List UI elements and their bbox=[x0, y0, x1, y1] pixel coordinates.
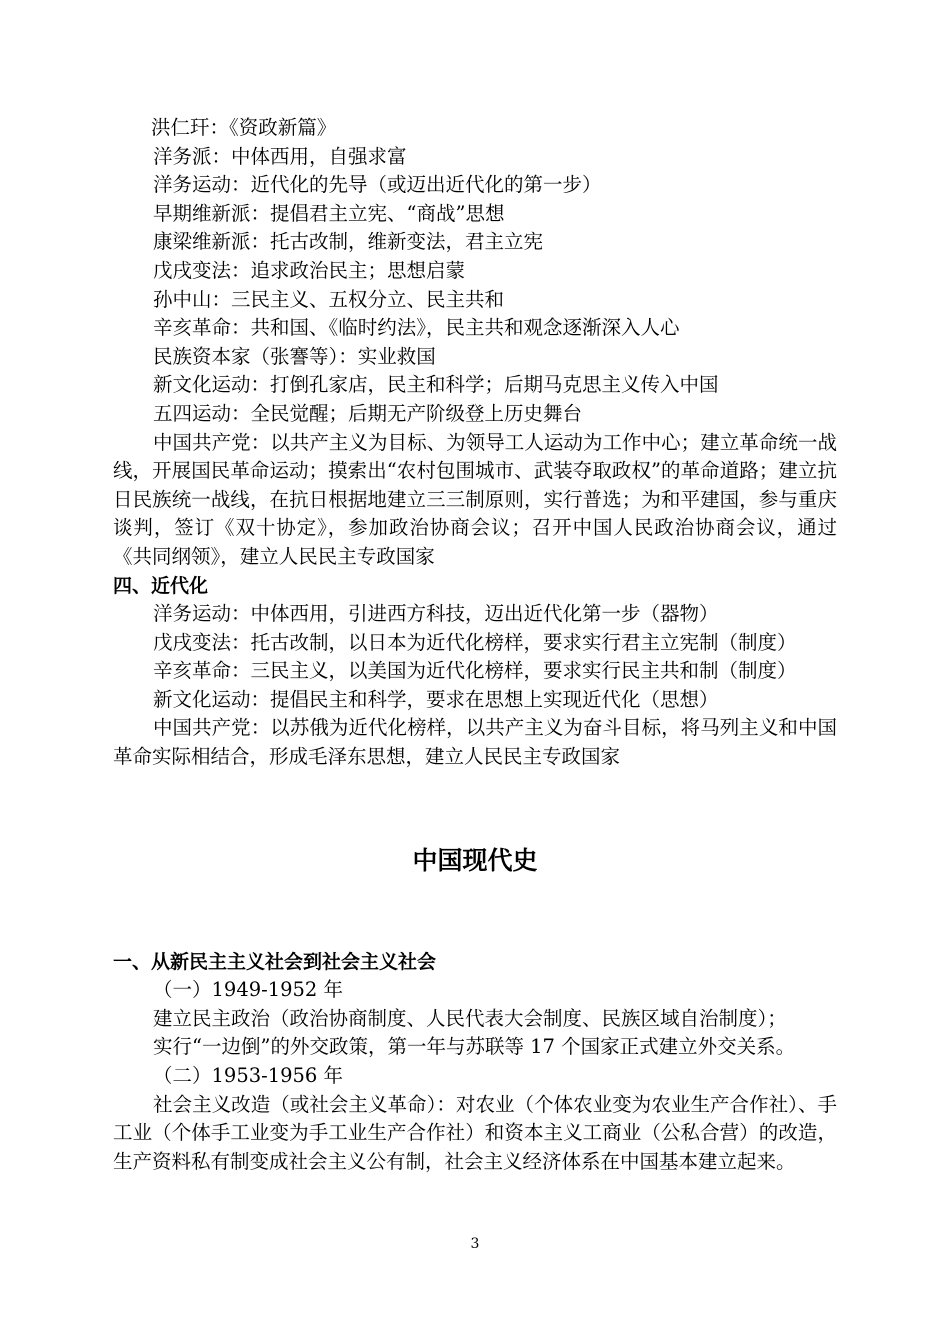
item-may-fourth-movement: 五四运动：全民觉醒；后期无产阶级登上历史舞台 bbox=[153, 401, 583, 425]
page-number: 3 bbox=[470, 1236, 480, 1252]
item-new-culture-movement: 新文化运动：打倒孔家店，民主和科学；后期马克思主义传入中国 bbox=[153, 373, 719, 397]
modernization-item-hundred-days-reform: 戊戌变法：托古改制，以日本为近代化榜样，要求实行君主立宪制（制度） bbox=[153, 630, 797, 654]
item-kang-liang-reformers: 康梁维新派：托古改制，维新变法，君主立宪 bbox=[153, 230, 544, 254]
item-hong-rengan: 洪仁玕：《资政新篇》 bbox=[151, 116, 337, 139]
item-westernization-movement: 洋务运动：近代化的先导（或迈出近代化的第一步） bbox=[153, 173, 602, 197]
period-1953-paragraph-1: 社会主义改造（或社会主义革命）：对农业（个体农业变为农业生产合作社）、手工业（个体手工业变为手工业生产合作社）和资本主义工商业（公私合营）的改造，生产资料私有制变成社会主义公有制，社会主义经济体系在中国基本建立起来。 bbox=[113, 1092, 837, 1173]
item-hundred-days-reform: 戊戌变法：追求政治民主；思想启蒙 bbox=[153, 258, 466, 282]
period-label-1949: （一）1949-1952 年 bbox=[153, 978, 344, 1002]
cpc-paragraph: 中国共产党：以共产主义为目标、为领导工人运动为工作中心；建立革命统一战线，开展国民革命运动；摸索出“农村包围城市、武装夺取政权”的革命道路；建立抗日民族统一战线，在抗日根据地建立三三制原则，实行普选；为和平建国，参与重庆谈判，签订《双十协定》，参加政治协商会议；召开中国人民政治协商会议，通过《共同纲领》，建立人民民主专政国家 bbox=[113, 430, 837, 568]
item-sun-yatsen: 孙中山：三民主义、五权分立、民主共和 bbox=[153, 287, 505, 311]
document-body bbox=[113, 114, 837, 1176]
page-title: 中国现代史 bbox=[412, 845, 538, 875]
period-1949-paragraph-1: 建立民主政治（政治协商制度、人民代表大会制度、民族区域自治制度）； bbox=[153, 1006, 787, 1030]
modernization-item-new-culture: 新文化运动：提倡民主和科学，要求在思想上实现近代化（思想） bbox=[153, 687, 719, 711]
section-heading-modernization: 四、近代化 bbox=[113, 574, 209, 597]
item-xinhai-revolution: 辛亥革命：共和国、《临时约法》，民主共和观念逐渐深入人心 bbox=[153, 316, 680, 340]
item-national-capitalists: 民族资本家（张謇等）：实业救国 bbox=[153, 344, 436, 368]
modernization-item-westernization: 洋务运动：中体西用，引进西方科技，迈出近代化第一步（器物） bbox=[153, 602, 719, 626]
item-westernization-faction: 洋务派：中体西用，自强求富 bbox=[153, 144, 407, 168]
period-label-1953: （二）1953-1956 年 bbox=[153, 1064, 344, 1088]
modernization-cpc-paragraph: 中国共产党：以苏俄为近代化榜样，以共产主义为奋斗目标，将马列主义和中国革命实际相结合，形成毛泽东思想，建立人民民主专政国家 bbox=[113, 716, 837, 769]
item-early-reformers: 早期维新派：提倡君主立宪、“商战”思想 bbox=[153, 201, 505, 225]
period-1949-paragraph-2: 实行“一边倒”的外交政策，第一年与苏联等 17 个国家正式建立外交关系。 bbox=[153, 1035, 796, 1059]
section-heading-new-democracy: 一、从新民主主义社会到社会主义社会 bbox=[113, 950, 437, 973]
modernization-item-xinhai-revolution: 辛亥革命：三民主义，以美国为近代化榜样，要求实行民主共和制（制度） bbox=[153, 659, 797, 683]
